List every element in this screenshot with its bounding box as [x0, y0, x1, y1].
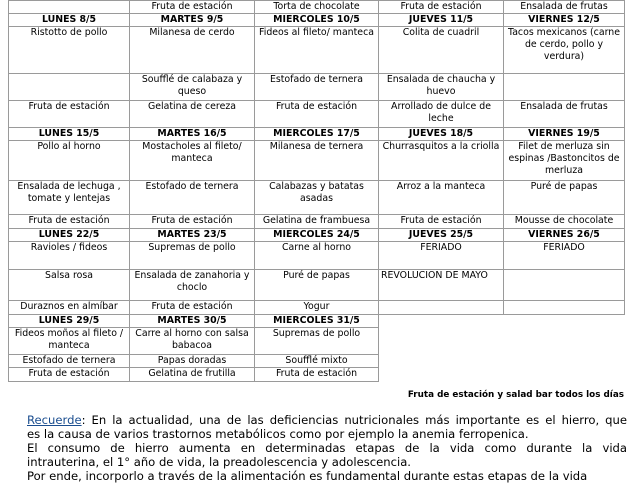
- menu-cell: Churrasquitos a la criolla: [379, 141, 504, 181]
- day-header: MIERCOLES 10/5: [255, 14, 379, 27]
- menu-cell: [9, 1, 130, 14]
- menu-cell: Fideos moños al fileto / manteca: [9, 328, 130, 355]
- menu-cell: Duraznos en almíbar: [9, 301, 130, 315]
- menu-row: [9, 301, 625, 315]
- day-header: VIERNES 12/5: [504, 14, 625, 27]
- empty-cell: [504, 328, 625, 355]
- menu-row: [9, 101, 625, 128]
- day-header-row: [9, 315, 625, 328]
- note-line-5: Por ende, incorporlo a través de la alimentación es fundamental durante estas etapas de la vida: [27, 469, 588, 483]
- menu-row: [9, 141, 625, 181]
- menu-cell: Milanesa de ternera: [255, 141, 379, 181]
- day-header: LUNES 29/5: [9, 315, 130, 328]
- empty-cell: [379, 355, 504, 368]
- empty-cell: [379, 328, 504, 355]
- menu-cell: Ristotto de pollo: [9, 27, 130, 74]
- menu-cell: Fruta de estación: [9, 368, 130, 382]
- menu-table-body: [9, 1, 625, 382]
- note-line-1: [27, 413, 627, 427]
- menu-row: [9, 215, 625, 229]
- menu-cell: Soufflé mixto: [255, 355, 379, 368]
- menu-cell: Puré de papas: [255, 270, 379, 301]
- menu-cell: Estofado de ternera: [130, 181, 255, 215]
- note-line-1-text: : En la actualidad, una de las deficiencias nutricionales más importante es el hierro, que: [81, 413, 627, 427]
- nutrition-note: [27, 413, 627, 483]
- day-header: MARTES 30/5: [130, 315, 255, 328]
- menu-row: [9, 242, 625, 270]
- day-header: MIERCOLES 31/5: [255, 315, 379, 328]
- day-header: VIERNES 19/5: [504, 128, 625, 141]
- menu-cell: Fruta de estación: [255, 368, 379, 382]
- menu-cell: Calabazas y batatas asadas: [255, 181, 379, 215]
- menu-cell: [504, 74, 625, 101]
- empty-cell: [379, 315, 504, 328]
- menu-cell: FERIADO: [379, 242, 504, 270]
- menu-cell: Fideos al fileto/ manteca: [255, 27, 379, 74]
- menu-cell: Mostacholes al fileto/ manteca: [130, 141, 255, 181]
- menu-cell: Milanesa de cerdo: [130, 27, 255, 74]
- menu-row: [9, 368, 625, 382]
- menu-cell: Arrollado de dulce de leche: [379, 101, 504, 128]
- menu-row: [9, 27, 625, 74]
- menu-cell: Ensalada de chaucha y huevo: [379, 74, 504, 101]
- day-header: MIERCOLES 17/5: [255, 128, 379, 141]
- menu-cell: Colita de cuadril: [379, 27, 504, 74]
- menu-cell: Mousse de chocolate: [504, 215, 625, 229]
- menu-cell: Fruta de estación: [130, 1, 255, 14]
- menu-row: [9, 328, 625, 355]
- menu-table: [8, 0, 625, 382]
- menu-cell: Gelatina de cereza: [130, 101, 255, 128]
- menu-cell: Filet de merluza sin espinas /Bastoncitos de merluza: [504, 141, 625, 181]
- menu-cell: Fruta de estación: [379, 215, 504, 229]
- menu-cell: Soufflé de calabaza y queso: [130, 74, 255, 101]
- menu-cell: Ensalada de lechuga , tomate y lentejas: [9, 181, 130, 215]
- note-label: Recuerde: [27, 413, 82, 427]
- menu-cell: Ensalada de frutas: [504, 1, 625, 14]
- day-header: LUNES 22/5: [9, 229, 130, 242]
- menu-row: [9, 74, 625, 101]
- day-header-row: [9, 229, 625, 242]
- day-header: MIERCOLES 24/5: [255, 229, 379, 242]
- menu-cell: Arroz a la manteca: [379, 181, 504, 215]
- menu-cell: Gelatina de frambuesa: [255, 215, 379, 229]
- menu-cell: REVOLUCION DE MAYO: [379, 270, 504, 301]
- note-line-4: intrauterina, el 1° año de vida, la preadolescencia y adolescencia.: [27, 455, 411, 469]
- day-header: JUEVES 11/5: [379, 14, 504, 27]
- empty-cell: [504, 368, 625, 382]
- note-line-3: El consumo de hierro aumenta en determinadas etapas de la vida como durante la vida: [27, 441, 627, 455]
- menu-row: [9, 355, 625, 368]
- menu-cell: Puré de papas: [504, 181, 625, 215]
- menu-cell: Estofado de ternera: [255, 74, 379, 101]
- menu-cell: Supremas de pollo: [255, 328, 379, 355]
- menu-cell: Ravioles / fideos: [9, 242, 130, 270]
- day-header: VIERNES 26/5: [504, 229, 625, 242]
- menu-cell: Papas doradas: [130, 355, 255, 368]
- menu-cell: Fruta de estación: [9, 215, 130, 229]
- menu-cell: Salsa rosa: [9, 270, 130, 301]
- empty-cell: [504, 315, 625, 328]
- day-header: JUEVES 18/5: [379, 128, 504, 141]
- menu-cell: Supremas de pollo: [130, 242, 255, 270]
- menu-cell: Torta de chocolate: [255, 1, 379, 14]
- menu-cell: FERIADO: [504, 242, 625, 270]
- menu-row: [9, 270, 625, 301]
- menu-cell: Carne al horno: [255, 242, 379, 270]
- empty-cell: [504, 355, 625, 368]
- menu-cell: Fruta de estación: [130, 301, 255, 315]
- menu-cell: [379, 301, 504, 315]
- day-header: LUNES 15/5: [9, 128, 130, 141]
- menu-cell: Fruta de estación: [255, 101, 379, 128]
- menu-cell: [504, 301, 625, 315]
- menu-cell: Ensalada de frutas: [504, 101, 625, 128]
- menu-cell: Estofado de ternera: [9, 355, 130, 368]
- menu-cell: [9, 74, 130, 101]
- day-header: MARTES 23/5: [130, 229, 255, 242]
- menu-cell: Carre al horno con salsa babacoa: [130, 328, 255, 355]
- menu-row: [9, 1, 625, 14]
- day-header: MARTES 16/5: [130, 128, 255, 141]
- salad-bar-note: Fruta de estación y salad bar todos los días: [407, 390, 624, 400]
- day-header: JUEVES 25/5: [379, 229, 504, 242]
- day-header: LUNES 8/5: [9, 14, 130, 27]
- menu-cell: Fruta de estación: [9, 101, 130, 128]
- day-header-row: [9, 128, 625, 141]
- menu-row: [9, 181, 625, 215]
- menu-cell: Tacos mexicanos (carne de cerdo, pollo y verdura): [504, 27, 625, 74]
- menu-cell: Gelatina de frutilla: [130, 368, 255, 382]
- day-header: MARTES 9/5: [130, 14, 255, 27]
- menu-cell: Pollo al horno: [9, 141, 130, 181]
- menu-cell: Fruta de estación: [130, 215, 255, 229]
- menu-cell: Ensalada de zanahoria y choclo: [130, 270, 255, 301]
- menu-cell: Fruta de estación: [379, 1, 504, 14]
- menu-cell: Yogur: [255, 301, 379, 315]
- empty-cell: [379, 368, 504, 382]
- note-line-2: es la causa de varios trastornos metabólicos como por ejemplo la anemia ferropenica.: [27, 427, 529, 441]
- day-header-row: [9, 14, 625, 27]
- menu-cell: [504, 270, 625, 301]
